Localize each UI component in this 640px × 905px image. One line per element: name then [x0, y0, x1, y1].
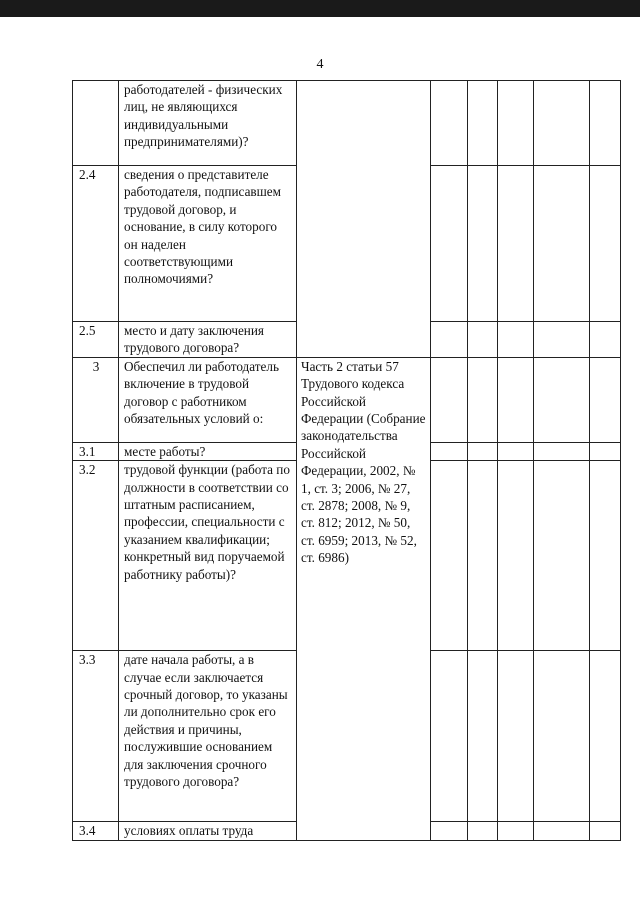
row-question: место и дату заключения трудового договора?: [119, 322, 297, 358]
answer-cell: [498, 322, 534, 358]
scan-top-border: [0, 0, 640, 17]
answer-cell: [534, 822, 590, 840]
answer-cell: [534, 166, 590, 322]
answer-cell: [498, 822, 534, 840]
answer-cell: [590, 442, 621, 460]
row-number: 3: [73, 357, 119, 442]
row-number: 3.2: [73, 461, 119, 651]
answer-cell: [431, 322, 468, 358]
row-question: месте работы?: [119, 442, 297, 460]
answer-cell: [431, 461, 468, 651]
page-number: 4: [316, 57, 324, 72]
answer-cell: [590, 166, 621, 322]
checklist-table: [72, 80, 621, 841]
answer-cell: [431, 442, 468, 460]
answer-cell: [468, 461, 498, 651]
answer-cell: [534, 442, 590, 460]
answer-cell: [498, 442, 534, 460]
row-number: 3.4: [73, 822, 119, 840]
answer-cell: [590, 461, 621, 651]
row-number: 3.1: [73, 442, 119, 460]
answer-cell: [498, 651, 534, 822]
law-cell-empty: [297, 81, 431, 358]
answer-cell: [534, 651, 590, 822]
table-row: [73, 81, 621, 166]
answer-cell: [590, 822, 621, 840]
table-row: [73, 357, 621, 442]
answer-cell: [590, 81, 621, 166]
row-number: 2.4: [73, 166, 119, 322]
answer-cell: [468, 442, 498, 460]
answer-cell: [498, 357, 534, 442]
answer-cell: [431, 822, 468, 840]
law-reference: Часть 2 статьи 57 Трудового кодекса Российской Федерации (Собрание законодательства Российской Федерации, 2002, № 1, ст. 3; 2006, № 27, ст. 2878; 2008, № 9, ст. 812; 2012, № 50, ст. 6959; 2013, № 52, ст. 6986): [297, 357, 431, 840]
answer-cell: [431, 357, 468, 442]
row-question: Обеспечил ли работодатель включение в трудовой договор с работником обязательных условий о:: [119, 357, 297, 442]
answer-cell: [468, 822, 498, 840]
row-question: сведения о представителе работодателя, подписавшем трудовой договор, и основание, в силу которого он наделен соответствующими полномочиями?: [119, 166, 297, 322]
answer-cell: [468, 166, 498, 322]
row-number: 2.5: [73, 322, 119, 358]
answer-cell: [498, 81, 534, 166]
row-number: 3.3: [73, 651, 119, 822]
answer-cell: [498, 166, 534, 322]
answer-cell: [431, 81, 468, 166]
answer-cell: [431, 651, 468, 822]
answer-cell: [534, 81, 590, 166]
answer-cell: [534, 322, 590, 358]
answer-cell: [534, 461, 590, 651]
answer-cell: [468, 81, 498, 166]
answer-cell: [590, 651, 621, 822]
row-question: работодателей - физических лиц, не являющихся индивидуальными предпринимателями)?: [119, 81, 297, 166]
answer-cell: [431, 166, 468, 322]
row-number: [73, 81, 119, 166]
row-question: трудовой функции (работа по должности в соответствии со штатным расписанием, профессии, специальности с указанием квалификации; конкретный вид поручаемой работнику работы)?: [119, 461, 297, 651]
answer-cell: [590, 322, 621, 358]
answer-cell: [468, 322, 498, 358]
row-question: условиях оплаты труда: [119, 822, 297, 840]
row-question: дате начала работы, а в случае если заключается срочный договор, то указаны ли дополнительно срок его действия и причины, послужившие основанием для заключения срочного трудового договора?: [119, 651, 297, 822]
answer-cell: [498, 461, 534, 651]
answer-cell: [590, 357, 621, 442]
answer-cell: [534, 357, 590, 442]
answer-cell: [468, 357, 498, 442]
answer-cell: [468, 651, 498, 822]
